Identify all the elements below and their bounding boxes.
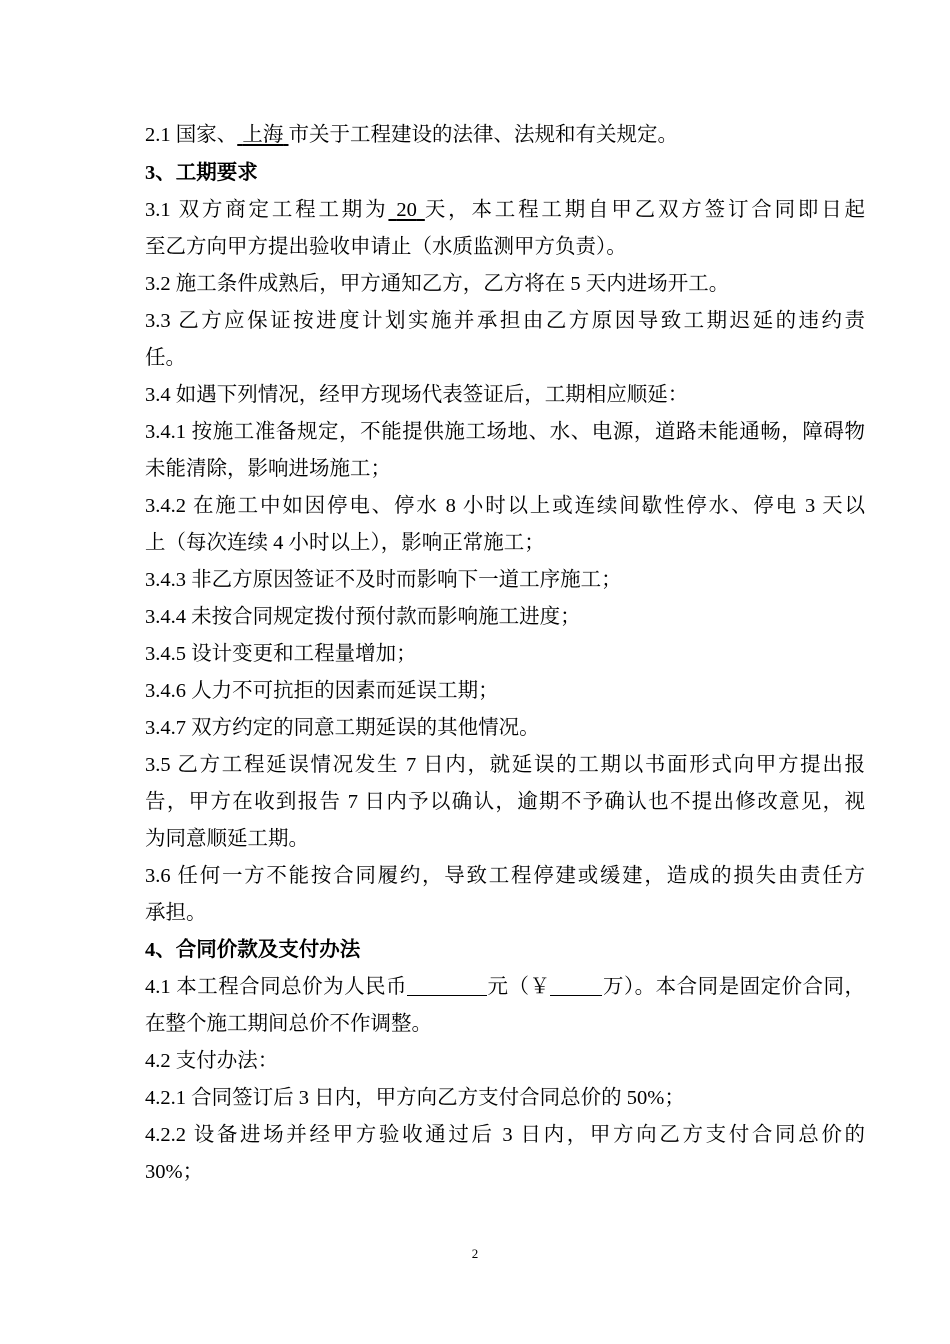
amount-blank xyxy=(407,975,487,996)
text-line: 30%； xyxy=(145,1161,204,1183)
clause-4-2-1: 4.2.1 合同签订后 3 日内，甲方向乙方支付合同总价的 50%； xyxy=(145,1087,685,1109)
clause-3-4-1: 3.4.1 按施工准备规定，不能提供施工场地、水、电源，道路未能通畅，障碍物 xyxy=(145,421,865,443)
clause-text: 4.1 本工程合同总价为人民币 xyxy=(145,976,408,998)
text-line: 上（每次连续 4 小时以上），影响正常施工； xyxy=(145,532,545,554)
clause-4-2-2: 4.2.2 设备进场并经甲方验收通过后 3 日内，甲方向乙方支付合同总价的 xyxy=(145,1124,865,1146)
section-heading-schedule: 3、工期要求 xyxy=(145,162,258,184)
text-line: 未能清除，影响进场施工； xyxy=(145,458,391,480)
text-line: 在整个施工期间总价不作调整。 xyxy=(145,1013,432,1035)
clause-4-1 xyxy=(145,975,865,999)
amount-wan-blank xyxy=(550,975,602,996)
clause-3-2: 3.2 施工条件成熟后，甲方通知乙方，乙方将在 5 天内进场开工。 xyxy=(145,273,730,295)
clause-3-4-7: 3.4.7 双方约定的同意工期延误的其他情况。 xyxy=(145,717,540,739)
clause-text: 万）。本合同是固定价合同， xyxy=(602,976,866,998)
duration-field xyxy=(388,199,424,221)
clause-3-4-6: 3.4.6 人力不可抗拒的因素而延误工期； xyxy=(145,680,499,702)
clause-4-2: 4.2 支付办法： xyxy=(145,1050,279,1072)
clause-3-4-5: 3.4.5 设计变更和工程量增加； xyxy=(145,643,417,665)
text-line: 任。 xyxy=(145,347,186,369)
clause-text: 市关于工程建设的法律、法规和有关规定。 xyxy=(288,124,678,146)
clause-text: 元（￥ xyxy=(487,976,551,998)
clause-3-4-4: 3.4.4 未按合同规定拨付预付款而影响施工进度； xyxy=(145,606,581,628)
clause-3-4-3: 3.4.3 非乙方原因签证不及时而影响下一道工序施工； xyxy=(145,569,622,591)
clause-3-3: 3.3 乙方应保证按进度计划实施并承担由乙方原因导致工期迟延的违约责 xyxy=(145,310,865,332)
duration-value: 20 xyxy=(396,199,417,221)
page-number: 2 xyxy=(471,1246,479,1261)
clause-3-4: 3.4 如遇下列情况，经甲方现场代表签证后，工期相应顺延： xyxy=(145,384,689,406)
text-line: 至乙方向甲方提出验收申请止（水质监测甲方负责）。 xyxy=(145,236,627,258)
clause-text: 天，本工程工期自甲乙双方签订合同即日起 xyxy=(424,199,866,221)
clause-3-1 xyxy=(145,198,865,222)
text-line: 为同意顺延工期。 xyxy=(145,828,309,850)
clause-text: 2.1 国家、 xyxy=(145,124,238,146)
clause-text: 3.1 双方商定工程工期为 xyxy=(145,199,389,221)
clause-2-1 xyxy=(145,123,865,147)
clause-3-4-2: 3.4.2 在施工中如因停电、停水 8 小时以上或连续间歇性停水、停电 3 天以 xyxy=(145,495,865,517)
text-line: 告，甲方在收到报告 7 日内予以确认，逾期不予确认也不提出修改意见，视 xyxy=(145,791,865,813)
section-heading-payment: 4、合同价款及支付办法 xyxy=(145,939,361,961)
city-value: 上海 xyxy=(242,124,284,146)
clause-3-6: 3.6 任何一方不能按合同履约，导致工程停建或缓建，造成的损失由责任方 xyxy=(145,865,865,887)
city-field xyxy=(237,124,288,146)
clause-3-5: 3.5 乙方工程延误情况发生 7 日内，就延误的工期以书面形式向甲方提出报 xyxy=(145,754,865,776)
text-line: 承担。 xyxy=(145,902,207,924)
